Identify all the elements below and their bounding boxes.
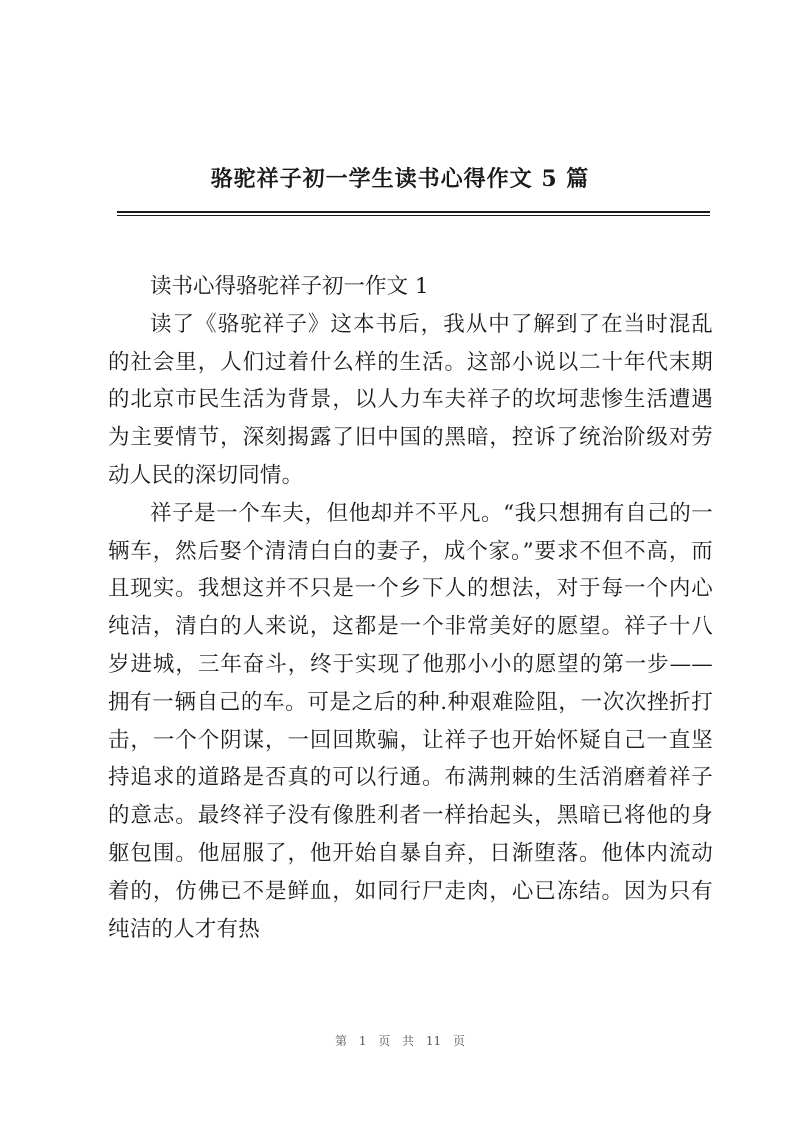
- title-rule-thin: [117, 215, 710, 216]
- page-footer: 第 1 页 共 11 页: [335, 1034, 465, 1048]
- section-subtitle: 读书心得骆驼祥子初一作文 1: [150, 274, 429, 299]
- title-rule-thick: [117, 211, 710, 213]
- document-body: [108, 268, 713, 948]
- document-title: 骆驼祥子初一学生读书心得作文 5 篇: [210, 166, 590, 192]
- paragraph: 读了《骆驼祥子》这本书后，我从中了解到了在当时混乱的社会里，人们过着什么样的生活。这部小说以二十年代末期的北京市民生活为背景，以人力车夫祥子的坎坷悲惨生活遭遇为主要情节，深刻揭露了旧中国的黑暗，控诉了统治阶级对劳动人民的深切同情。: [108, 311, 713, 488]
- paragraph: 祥子是一个车夫，但他却并不平凡。“我只想拥有自己的一辆车，然后娶个清清白白的妻子，成个家。”要求不但不高，而且现实。我想这并不只是一个乡下人的想法，对于每一个内心纯洁，清白的人来说，这都是一个非常美好的愿望。祥子十八岁进城，三年奋斗，终于实现了他那小小的愿望的第一步——拥有一辆自己的车。可是之后的种.种艰难险阻，一次次挫折打击，一个个阴谋，一回回欺骗，让祥子也开始怀疑自己一直坚持追求的道路是否真的可以行通。布满荆棘的生活消磨着祥子的意志。最终祥子没有像胜利者一样抬起头，黑暗已将他的身躯包围。他屈服了，他开始自暴自弃，日渐堕落。他体内流动着的，仿佛已不是鲜血，如同行尸走肉，心已冻结。因为只有纯洁的人才有热: [108, 500, 713, 942]
